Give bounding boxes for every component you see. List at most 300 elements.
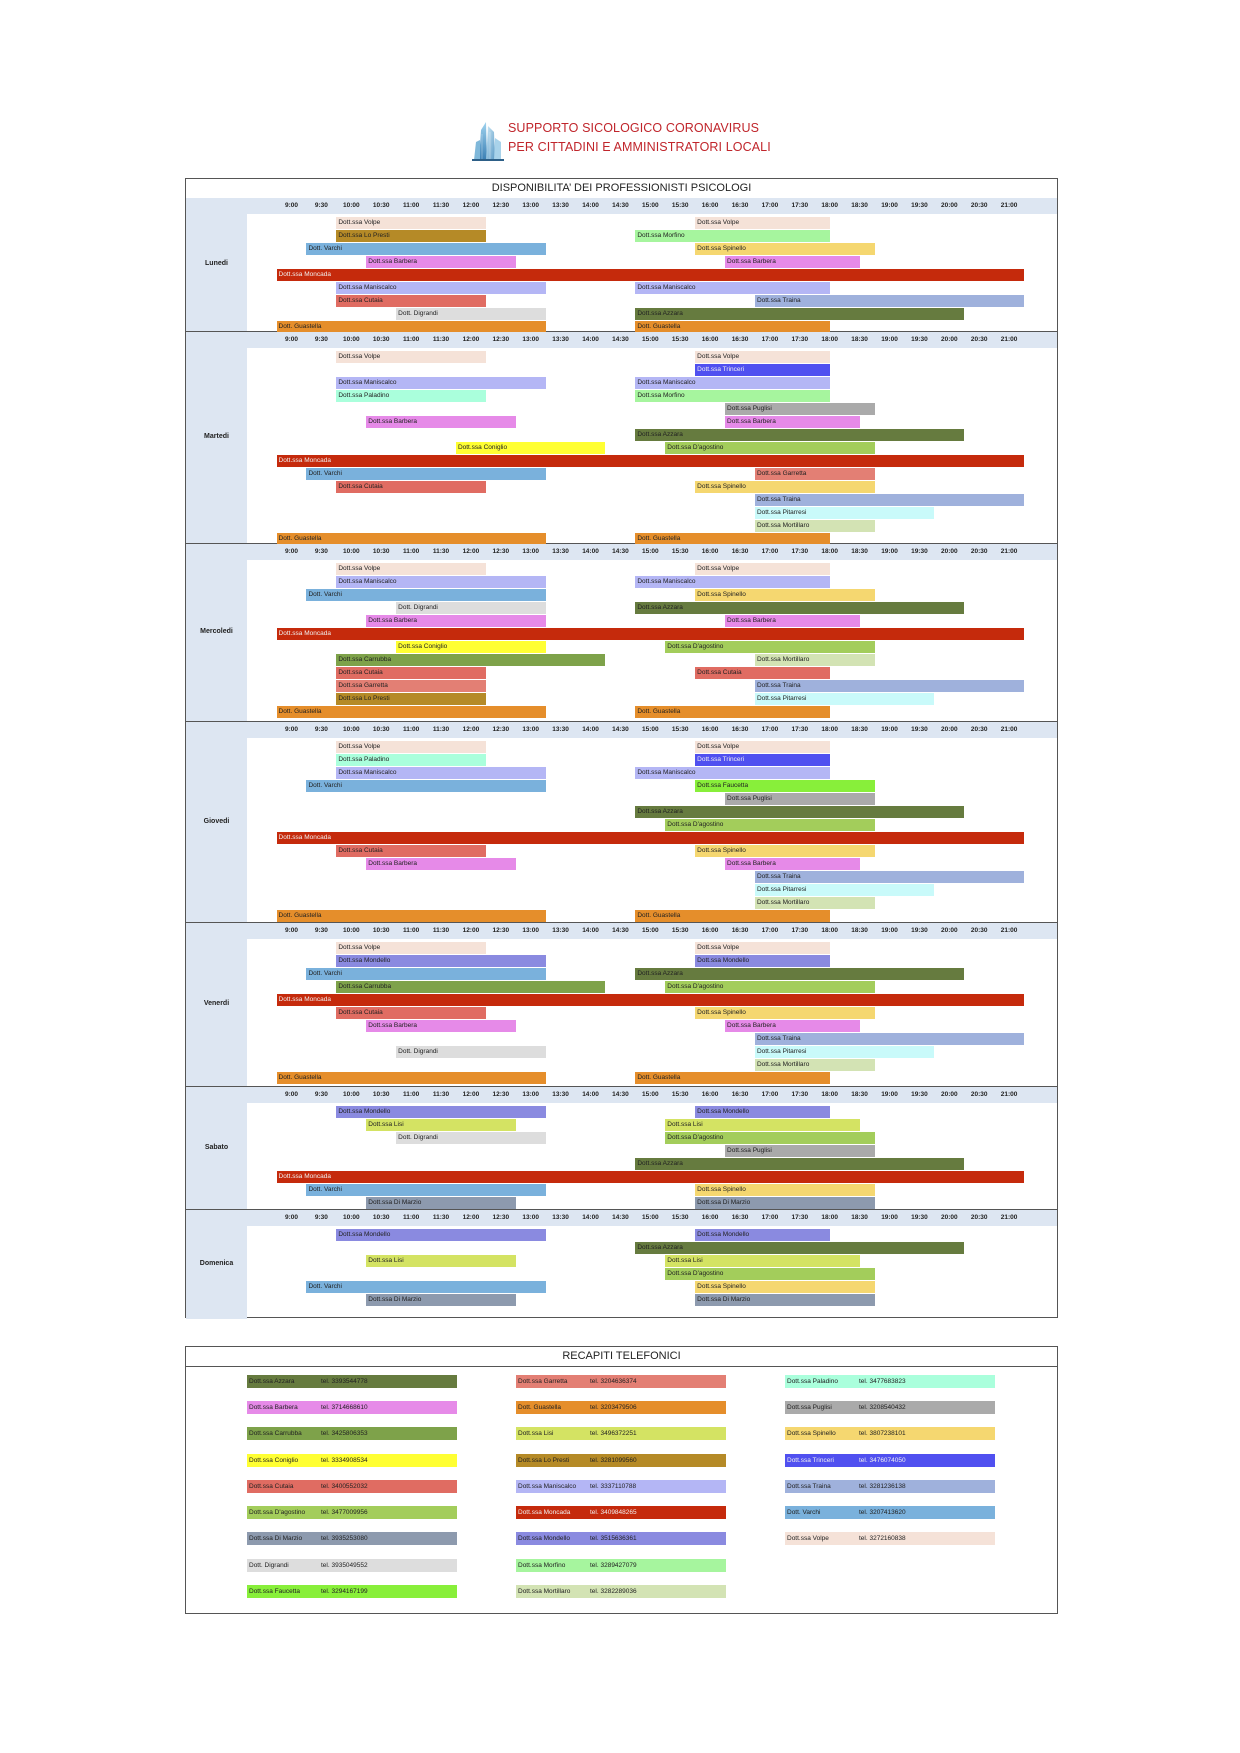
day-label: Sabato — [204, 1143, 229, 1151]
availability-bar-dott-ssa-volpe: Dott.ssa Volpe — [695, 741, 830, 753]
time-label: 19:00 — [881, 202, 898, 209]
contact-row-dott-ssa-paladino — [785, 1375, 995, 1388]
availability-bar-dott-guastella: Dott. Guastella — [635, 533, 829, 545]
contact-phone: tel. 3272160838 — [859, 1535, 906, 1542]
time-label: 12:00 — [462, 726, 480, 733]
time-label: 20:00 — [940, 336, 958, 343]
day-label: Venerdi — [203, 1000, 230, 1007]
time-label: 10:00 — [342, 1214, 360, 1221]
time-label: 10:00 — [342, 202, 360, 209]
contact-row-dott-digrandi — [247, 1559, 457, 1572]
availability-bar-dott-ssa-mortillaro: Dott.ssa Mortillaro — [755, 654, 875, 666]
time-label: 11:00 — [402, 548, 420, 555]
time-label: 10:00 — [342, 726, 360, 733]
contact-row-dott-ssa-barbera — [247, 1401, 457, 1414]
contact-row-dott-ssa-mondello — [516, 1532, 726, 1545]
time-label: 19:30 — [911, 336, 928, 343]
contact-phone: tel. 3409848265 — [590, 1509, 637, 1516]
time-label: 19:30 — [911, 927, 928, 934]
contact-row-dott-ssa-lisi — [516, 1427, 726, 1440]
time-label: 14:00 — [582, 927, 599, 934]
time-label: 18:00 — [821, 336, 838, 343]
time-label: 15:00 — [641, 726, 659, 733]
time-label: 13:30 — [552, 726, 569, 733]
contacts-title: RECAPITI TELEFONICI — [186, 1347, 1057, 1367]
time-label: 17:30 — [791, 1091, 809, 1098]
availability-bar-dott-ssa-volpe: Dott.ssa Volpe — [695, 351, 830, 363]
availability-bar-dott-varchi: Dott. Varchi — [306, 780, 545, 792]
time-label: 17:30 — [791, 927, 809, 934]
availability-bar-dott-guastella: Dott. Guastella — [635, 910, 829, 922]
time-label: 21:00 — [1000, 548, 1018, 555]
contact-phone: tel. 3807238101 — [859, 1430, 906, 1437]
time-label: 17:30 — [791, 1214, 809, 1221]
contact-name: Dott. Digrandi — [249, 1562, 289, 1569]
contact-row-dott-ssa-cutaia — [247, 1480, 457, 1493]
contact-phone: tel. 3400552032 — [321, 1483, 368, 1490]
schedule-title: DISPONIBILITA’ DEI PROFESSIONISTI PSICOLOGI — [186, 179, 1057, 199]
time-label: 12:00 — [462, 548, 480, 555]
availability-bar-dott-ssa-barbera: Dott.ssa Barbera — [366, 416, 516, 428]
availability-bar-dott-ssa-mortillaro: Dott.ssa Mortillaro — [755, 520, 875, 532]
availability-bar-dott-digrandi: Dott. Digrandi — [396, 1046, 546, 1058]
availability-bar-dott-guastella: Dott. Guastella — [635, 321, 829, 333]
availability-bar-dott-digrandi: Dott. Digrandi — [396, 1132, 546, 1144]
time-label: 10:30 — [372, 726, 390, 733]
availability-bar-dott-ssa-volpe: Dott.ssa Volpe — [336, 741, 486, 753]
time-label: 15:00 — [641, 1091, 659, 1098]
day-block-martedi — [186, 332, 1057, 544]
time-label: 17:00 — [761, 1091, 779, 1098]
contact-row-dott-ssa-coniglio — [247, 1454, 457, 1467]
time-label: 20:30 — [970, 336, 988, 343]
availability-bar-dott-ssa-azzara: Dott.ssa Azzara — [635, 602, 964, 614]
contact-phone: tel. 3477009956 — [321, 1509, 368, 1516]
page-title-line-2: PER CITTADINI E AMMINISTRATORI LOCALI — [508, 140, 771, 154]
availability-bar-dott-ssa-di-marzio: Dott.ssa Di Marzio — [366, 1294, 516, 1306]
time-label: 18:30 — [851, 1091, 868, 1098]
time-label: 21:00 — [1000, 726, 1018, 733]
availability-bar-dott-ssa-d-agostino: Dott.ssa D'agostino — [665, 1132, 874, 1144]
availability-bar-dott-ssa-barbera: Dott.ssa Barbera — [366, 256, 516, 268]
time-label: 11:30 — [432, 726, 450, 733]
availability-bar-dott-ssa-volpe: Dott.ssa Volpe — [336, 563, 486, 575]
contact-name: Dott.ssa Lo Presti — [518, 1457, 570, 1464]
contact-phone: tel. 3294167199 — [321, 1588, 368, 1595]
time-label: 11:30 — [432, 202, 450, 209]
time-label: 16:30 — [731, 548, 749, 555]
time-label: 9:00 — [284, 1214, 298, 1221]
availability-bar-dott-ssa-spinello: Dott.ssa Spinello — [695, 1007, 874, 1019]
availability-bar-dott-ssa-maniscalco: Dott.ssa Maniscalco — [336, 377, 545, 389]
time-label: 20:00 — [940, 927, 958, 934]
contact-name: Dott.ssa Traina — [787, 1483, 831, 1490]
availability-bar-dott-ssa-moncada: Dott.ssa Moncada — [277, 455, 1025, 467]
availability-bar-dott-ssa-volpe: Dott.ssa Volpe — [336, 942, 486, 954]
time-label: 9:00 — [284, 726, 298, 733]
time-label: 10:00 — [342, 548, 360, 555]
availability-bar-dott-ssa-puglisi: Dott.ssa Puglisi — [725, 403, 875, 415]
availability-bar-dott-ssa-spinello: Dott.ssa Spinello — [695, 481, 874, 493]
time-label: 14:00 — [582, 726, 599, 733]
time-label: 10:00 — [342, 1091, 360, 1098]
time-label: 15:00 — [641, 336, 659, 343]
time-label: 14:00 — [582, 1091, 599, 1098]
time-label: 19:00 — [881, 927, 898, 934]
availability-bar-dott-ssa-cutaia: Dott.ssa Cutaia — [695, 667, 830, 679]
availability-bar-dott-guastella: Dott. Guastella — [277, 910, 546, 922]
time-label: 13:30 — [552, 548, 569, 555]
availability-bar-dott-ssa-lo-presti: Dott.ssa Lo Presti — [336, 230, 486, 242]
time-label: 14:30 — [612, 336, 629, 343]
time-label: 17:00 — [761, 336, 779, 343]
day-label: Giovedi — [203, 817, 230, 825]
availability-bar-dott-ssa-azzara: Dott.ssa Azzara — [635, 1158, 964, 1170]
time-label: 15:00 — [641, 1214, 659, 1221]
day-block-giovedi — [186, 722, 1057, 923]
availability-bar-dott-guastella: Dott. Guastella — [277, 706, 546, 718]
time-label: 17:00 — [761, 202, 779, 209]
availability-bar-dott-ssa-maniscalco: Dott.ssa Maniscalco — [635, 767, 829, 779]
availability-bar-dott-ssa-barbera: Dott.ssa Barbera — [725, 858, 860, 870]
contact-row-dott-ssa-spinello — [785, 1427, 995, 1440]
availability-bar-dott-ssa-spinello: Dott.ssa Spinello — [695, 243, 874, 255]
time-label: 18:30 — [851, 548, 868, 555]
availability-bar-dott-ssa-spinello: Dott.ssa Spinello — [695, 1184, 874, 1196]
availability-bar-dott-ssa-mondello: Dott.ssa Mondello — [695, 955, 830, 967]
time-label: 12:00 — [462, 1091, 480, 1098]
time-label: 9:00 — [284, 202, 298, 209]
availability-bar-dott-ssa-lo-presti: Dott.ssa Lo Presti — [336, 693, 486, 705]
availability-bar-dott-ssa-trinceri: Dott.ssa Trinceri — [695, 754, 830, 766]
contact-phone: tel. 3477683823 — [859, 1378, 906, 1385]
availability-bar-dott-guastella: Dott. Guastella — [277, 1072, 546, 1084]
availability-bar-dott-ssa-maniscalco: Dott.ssa Maniscalco — [635, 576, 829, 588]
time-label: 12:00 — [462, 927, 480, 934]
availability-bar-dott-ssa-cutaia: Dott.ssa Cutaia — [336, 1007, 486, 1019]
time-label: 11:30 — [432, 548, 450, 555]
time-label: 12:30 — [492, 336, 510, 343]
time-label: 12:30 — [492, 548, 510, 555]
contact-name: Dott.ssa D'agostino — [249, 1509, 306, 1516]
contact-name: Dott.ssa Carrubba — [249, 1430, 302, 1437]
page-title-line-1: SUPPORTO SICOLOGICO CORONAVIRUS — [508, 121, 760, 135]
day-label: Domenica — [199, 1259, 234, 1267]
availability-bar-dott-ssa-volpe: Dott.ssa Volpe — [695, 217, 830, 229]
contact-row-dott-ssa-mortillaro — [516, 1585, 726, 1598]
time-label: 19:00 — [881, 548, 898, 555]
availability-bar-dott-ssa-maniscalco: Dott.ssa Maniscalco — [635, 282, 829, 294]
availability-bar-dott-ssa-azzara: Dott.ssa Azzara — [635, 429, 964, 441]
time-label: 13:30 — [552, 202, 569, 209]
time-label: 16:00 — [701, 726, 719, 733]
availability-bar-dott-ssa-mondello: Dott.ssa Mondello — [695, 1229, 830, 1241]
time-label: 18:00 — [821, 726, 838, 733]
availability-bar-dott-ssa-traina: Dott.ssa Traina — [755, 680, 1024, 692]
time-label: 20:30 — [970, 548, 988, 555]
time-label: 11:00 — [402, 1214, 420, 1221]
availability-bar-dott-ssa-d-agostino: Dott.ssa D'agostino — [665, 442, 874, 454]
time-label: 13:00 — [522, 726, 539, 733]
time-label: 16:30 — [731, 927, 749, 934]
time-label: 16:00 — [701, 202, 719, 209]
availability-bar-dott-ssa-moncada: Dott.ssa Moncada — [277, 832, 1025, 844]
availability-bar-dott-guastella: Dott. Guastella — [277, 533, 546, 545]
time-label: 19:30 — [911, 1214, 928, 1221]
contact-name: Dott.ssa Spinello — [787, 1430, 836, 1437]
time-label: 12:30 — [492, 1214, 510, 1221]
day-block-lunedi — [186, 198, 1057, 332]
time-label: 15:30 — [671, 336, 689, 343]
time-label: 15:00 — [641, 202, 659, 209]
time-label: 9:00 — [284, 1091, 298, 1098]
time-label: 9:00 — [284, 548, 298, 555]
time-label: 16:00 — [701, 1214, 719, 1221]
time-label: 16:30 — [731, 726, 749, 733]
contact-row-dott-ssa-di-marzio — [247, 1532, 457, 1545]
time-label: 9:30 — [314, 726, 328, 733]
availability-bar-dott-ssa-cutaia: Dott.ssa Cutaia — [336, 667, 486, 679]
availability-bar-dott-ssa-spinello: Dott.ssa Spinello — [695, 845, 874, 857]
time-label: 20:30 — [970, 726, 988, 733]
contact-row-dott-ssa-traina — [785, 1480, 995, 1493]
availability-bar-dott-ssa-mondello: Dott.ssa Mondello — [695, 1106, 830, 1118]
time-label: 21:00 — [1000, 336, 1018, 343]
time-label: 15:00 — [641, 548, 659, 555]
time-label: 13:00 — [522, 927, 539, 934]
time-label: 19:00 — [881, 336, 898, 343]
availability-bar-dott-guastella: Dott. Guastella — [277, 321, 546, 333]
contact-name: Dott. Guastella — [518, 1404, 561, 1411]
time-label: 14:00 — [582, 202, 599, 209]
time-label: 11:00 — [402, 927, 420, 934]
availability-bar-dott-ssa-carrubba: Dott.ssa Carrubba — [336, 981, 605, 993]
contact-row-dott-ssa-maniscalco — [516, 1480, 726, 1493]
time-label: 17:30 — [791, 202, 809, 209]
availability-bar-dott-ssa-cutaia: Dott.ssa Cutaia — [336, 295, 486, 307]
time-label: 19:00 — [881, 1214, 898, 1221]
time-label: 18:00 — [821, 1214, 838, 1221]
time-label: 20:00 — [940, 726, 958, 733]
availability-bar-dott-ssa-paladino: Dott.ssa Paladino — [336, 754, 486, 766]
contact-phone: tel. 3334908534 — [321, 1457, 368, 1464]
contact-name: Dott.ssa Barbera — [249, 1404, 298, 1411]
availability-bar-dott-ssa-barbera: Dott.ssa Barbera — [725, 256, 860, 268]
availability-bar-dott-ssa-d-agostino: Dott.ssa D'agostino — [665, 641, 874, 653]
day-block-sabato — [186, 1087, 1057, 1210]
contact-row-dott-ssa-lo-presti — [516, 1454, 726, 1467]
time-label: 17:00 — [761, 1214, 779, 1221]
availability-bar-dott-ssa-coniglio: Dott.ssa Coniglio — [396, 641, 546, 653]
availability-bar-dott-varchi: Dott. Varchi — [306, 243, 545, 255]
availability-bar-dott-ssa-moncada: Dott.ssa Moncada — [277, 1171, 1025, 1183]
contact-row-dott-ssa-trinceri — [785, 1454, 995, 1467]
availability-bar-dott-ssa-volpe: Dott.ssa Volpe — [336, 217, 486, 229]
time-label: 10:30 — [372, 1214, 390, 1221]
time-label: 11:00 — [402, 202, 420, 209]
availability-bar-dott-ssa-traina: Dott.ssa Traina — [755, 871, 1024, 883]
contact-phone: tel. 3337110788 — [590, 1483, 637, 1490]
contact-phone: tel. 3203479506 — [590, 1404, 637, 1411]
availability-bar-dott-ssa-azzara: Dott.ssa Azzara — [635, 308, 964, 320]
availability-bar-dott-ssa-paladino: Dott.ssa Paladino — [336, 390, 486, 402]
time-label: 9:00 — [284, 336, 298, 343]
time-label: 16:30 — [731, 1214, 749, 1221]
contact-name: Dott.ssa Puglisi — [787, 1404, 832, 1411]
time-label: 21:00 — [1000, 1214, 1018, 1221]
time-label: 15:30 — [671, 548, 689, 555]
availability-bar-dott-varchi: Dott. Varchi — [306, 968, 545, 980]
availability-bar-dott-ssa-trinceri: Dott.ssa Trinceri — [695, 364, 830, 376]
contact-name: Dott.ssa Garretta — [518, 1378, 568, 1385]
contact-phone: tel. 3393544778 — [321, 1378, 368, 1385]
day-label: Lunedi — [205, 260, 228, 267]
availability-bar-dott-ssa-lisi: Dott.ssa Lisi — [366, 1119, 516, 1131]
availability-bar-dott-ssa-volpe: Dott.ssa Volpe — [695, 942, 830, 954]
time-label: 16:30 — [731, 1091, 749, 1098]
time-label: 18:30 — [851, 202, 868, 209]
time-label: 17:00 — [761, 726, 779, 733]
availability-bar-dott-ssa-mondello: Dott.ssa Mondello — [336, 955, 545, 967]
availability-bar-dott-ssa-spinello: Dott.ssa Spinello — [695, 1281, 874, 1293]
time-label: 12:30 — [492, 726, 510, 733]
time-label: 13:30 — [552, 336, 569, 343]
time-label: 20:30 — [970, 1214, 988, 1221]
time-label: 12:00 — [462, 336, 480, 343]
availability-bar-dott-ssa-faucetta: Dott.ssa Faucetta — [695, 780, 874, 792]
time-label: 19:30 — [911, 202, 928, 209]
availability-bar-dott-ssa-d-agostino: Dott.ssa D'agostino — [665, 819, 874, 831]
availability-bar-dott-digrandi: Dott. Digrandi — [396, 602, 546, 614]
time-label: 14:00 — [582, 548, 599, 555]
time-label: 17:30 — [791, 548, 809, 555]
time-label: 10:30 — [372, 548, 390, 555]
contact-name: Dott.ssa Di Marzio — [249, 1535, 303, 1542]
contact-row-dott-ssa-faucetta — [247, 1585, 457, 1598]
time-label: 20:30 — [970, 927, 988, 934]
availability-bar-dott-ssa-azzara: Dott.ssa Azzara — [635, 1242, 964, 1254]
availability-bar-dott-ssa-cutaia: Dott.ssa Cutaia — [336, 481, 486, 493]
contact-phone: tel. 3281099560 — [590, 1457, 637, 1464]
time-label: 13:00 — [522, 202, 539, 209]
time-label: 19:00 — [881, 726, 898, 733]
availability-bar-dott-ssa-maniscalco: Dott.ssa Maniscalco — [336, 576, 545, 588]
contact-phone: tel. 3476074050 — [859, 1457, 906, 1464]
availability-bar-dott-ssa-lisi: Dott.ssa Lisi — [665, 1119, 859, 1131]
phone-contacts-panel — [185, 1346, 1058, 1614]
availability-bar-dott-varchi: Dott. Varchi — [306, 589, 545, 601]
time-label: 9:30 — [314, 1214, 328, 1221]
availability-bar-dott-ssa-barbera: Dott.ssa Barbera — [725, 416, 860, 428]
availability-bar-dott-ssa-mortillaro: Dott.ssa Mortillaro — [755, 1059, 875, 1071]
contact-phone: tel. 3204636374 — [590, 1378, 637, 1385]
time-label: 13:00 — [522, 1091, 539, 1098]
day-label: Martedi — [204, 433, 229, 440]
availability-bar-dott-ssa-pitarresi: Dott.ssa Pitarresi — [755, 884, 934, 896]
availability-bar-dott-ssa-puglisi: Dott.ssa Puglisi — [725, 1145, 875, 1157]
time-label: 10:00 — [342, 927, 360, 934]
time-label: 15:30 — [671, 927, 689, 934]
time-label: 18:00 — [821, 1091, 838, 1098]
time-label: 20:00 — [940, 202, 958, 209]
contact-name: Dott.ssa Morfino — [518, 1562, 566, 1569]
availability-bar-dott-ssa-coniglio: Dott.ssa Coniglio — [456, 442, 606, 454]
availability-bar-dott-ssa-maniscalco: Dott.ssa Maniscalco — [336, 767, 545, 779]
availability-bar-dott-ssa-pitarresi: Dott.ssa Pitarresi — [755, 1046, 934, 1058]
availability-schedule — [185, 178, 1058, 1318]
time-label: 14:30 — [612, 548, 629, 555]
availability-bar-dott-ssa-azzara: Dott.ssa Azzara — [635, 968, 964, 980]
time-label: 17:30 — [791, 336, 809, 343]
time-label: 17:30 — [791, 726, 809, 733]
time-label: 19:00 — [881, 1091, 898, 1098]
availability-bar-dott-ssa-moncada: Dott.ssa Moncada — [277, 994, 1025, 1006]
contact-row-dott-ssa-morfino — [516, 1559, 726, 1572]
time-label: 15:30 — [671, 1214, 689, 1221]
page-header — [470, 118, 800, 162]
time-label: 13:30 — [552, 927, 569, 934]
contact-row-dott-ssa-garretta — [516, 1375, 726, 1388]
time-label: 16:00 — [701, 336, 719, 343]
time-label: 13:30 — [552, 1214, 569, 1221]
availability-bar-dott-ssa-spinello: Dott.ssa Spinello — [695, 589, 874, 601]
contact-name: Dott.ssa Trinceri — [787, 1457, 834, 1464]
time-label: 15:30 — [671, 1091, 689, 1098]
time-label: 12:30 — [492, 927, 510, 934]
availability-bar-dott-ssa-d-agostino: Dott.ssa D'agostino — [665, 1268, 874, 1280]
availability-bar-dott-varchi: Dott. Varchi — [306, 1281, 545, 1293]
contact-row-dott-guastella — [516, 1401, 726, 1414]
availability-bar-dott-ssa-lisi: Dott.ssa Lisi — [665, 1255, 859, 1267]
availability-bar-dott-ssa-mondello: Dott.ssa Mondello — [336, 1106, 545, 1118]
time-label: 12:00 — [462, 1214, 480, 1221]
day-block-mercoledi — [186, 544, 1057, 722]
contact-name: Dott.ssa Faucetta — [249, 1588, 300, 1595]
contact-name: Dott.ssa Azzara — [249, 1378, 295, 1385]
contact-row-dott-ssa-volpe — [785, 1532, 995, 1545]
availability-bar-dott-ssa-traina: Dott.ssa Traina — [755, 1033, 1024, 1045]
availability-bar-dott-ssa-di-marzio: Dott.ssa Di Marzio — [366, 1197, 516, 1209]
availability-bar-dott-ssa-moncada: Dott.ssa Moncada — [277, 628, 1025, 640]
availability-bar-dott-ssa-mondello: Dott.ssa Mondello — [336, 1229, 545, 1241]
time-label: 16:00 — [701, 1091, 719, 1098]
contact-row-dott-varchi — [785, 1506, 995, 1519]
contact-name: Dott.ssa Mondello — [518, 1535, 571, 1542]
availability-bar-dott-ssa-lisi: Dott.ssa Lisi — [366, 1255, 516, 1267]
contact-name: Dott.ssa Moncada — [518, 1509, 571, 1516]
contact-row-dott-ssa-puglisi — [785, 1401, 995, 1414]
availability-bar-dott-digrandi: Dott. Digrandi — [396, 308, 546, 320]
time-label: 18:30 — [851, 336, 868, 343]
contact-phone: tel. 3208540432 — [859, 1404, 906, 1411]
availability-bar-dott-ssa-traina: Dott.ssa Traina — [755, 295, 1024, 307]
time-label: 9:00 — [284, 927, 298, 934]
time-label: 18:00 — [821, 202, 838, 209]
contact-name: Dott. Varchi — [787, 1509, 821, 1516]
time-label: 9:30 — [314, 1091, 328, 1098]
time-label: 12:30 — [492, 202, 510, 209]
availability-bar-dott-ssa-carrubba: Dott.ssa Carrubba — [336, 654, 605, 666]
contact-phone: tel. 3714668610 — [321, 1404, 368, 1411]
availability-bar-dott-ssa-pitarresi: Dott.ssa Pitarresi — [755, 693, 934, 705]
time-label: 10:30 — [372, 1091, 390, 1098]
time-label: 13:00 — [522, 1214, 539, 1221]
contact-phone: tel. 3282289036 — [590, 1588, 637, 1595]
time-label: 14:30 — [612, 1091, 629, 1098]
contact-name: Dott.ssa Lisi — [518, 1430, 554, 1437]
time-label: 20:00 — [940, 1214, 958, 1221]
availability-bar-dott-ssa-di-marzio: Dott.ssa Di Marzio — [695, 1294, 874, 1306]
